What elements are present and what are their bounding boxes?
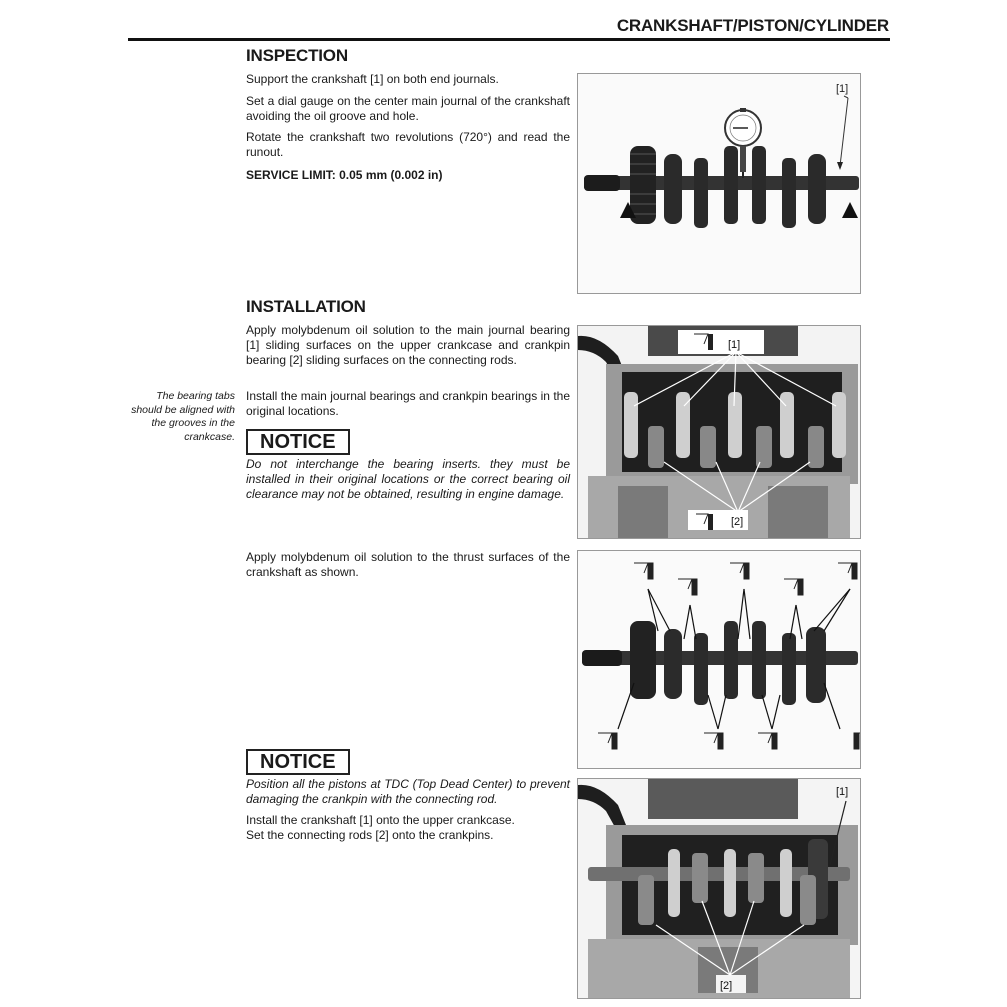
installation-heading: INSTALLATION: [246, 297, 366, 316]
figure-crankshaft-installed: [577, 778, 861, 999]
callout-1: [1]: [836, 83, 849, 95]
notice-label-1: NOTICE: [246, 429, 350, 455]
section-title: CRANKSHAFT/PISTON/CYLINDER: [616, 16, 889, 35]
final-step-2: Set the connecting rods [2] onto the crankpins.: [246, 828, 494, 842]
notice-text-2: Position all the pistons at TDC (Top Dead Center) to prevent damaging the crankpin with the connecting rod.: [246, 777, 570, 806]
final-step-1: Install the crankshaft [1] onto the upper crankcase.: [246, 813, 515, 827]
v-block-right-icon: [842, 202, 858, 218]
inspection-step-2: Set a dial gauge on the center main journal of the crankshaft avoiding the oil groove and hole.: [246, 94, 570, 123]
header-divider: [128, 38, 890, 41]
inspection-heading: INSPECTION: [246, 46, 348, 65]
callout-2: [2]: [731, 516, 744, 528]
inspection-step-1: Support the crankshaft [1] on both end journals.: [246, 72, 499, 86]
callout-1: [1]: [836, 786, 849, 798]
installation-step-1: Apply molybdenum oil solution to the main journal bearing [1] sliding surfaces on the upper crankcase and crankpin bearing [2] sliding surfaces on the connecting rods.: [246, 323, 570, 367]
service-limit: SERVICE LIMIT: 0.05 mm (0.002 in): [246, 168, 443, 182]
figure-thrust-surfaces: [577, 550, 861, 769]
figure-crankshaft-runout: [577, 73, 861, 294]
margin-note: The bearing tabs should be aligned with the grooves in the crankcase.: [131, 390, 235, 443]
callout-1: [1]: [728, 339, 741, 351]
notice-label-2: NOTICE: [246, 749, 350, 775]
thrust-instruction: Apply molybdenum oil solution to the thrust surfaces of the crankshaft as shown.: [246, 550, 570, 579]
inspection-step-3: Rotate the crankshaft two revolutions (720°) and read the runout.: [246, 130, 570, 159]
installation-step-2: Install the main journal bearings and crankpin bearings in the original locations.: [246, 389, 570, 418]
notice-text-1: Do not interchange the bearing inserts. they must be installed in their original locations or the correct bearing oil clearance may not be obtained, resulting in engine damage.: [246, 457, 570, 501]
figure-crankcase-bearings: [577, 325, 861, 539]
callout-2: [2]: [720, 980, 733, 992]
